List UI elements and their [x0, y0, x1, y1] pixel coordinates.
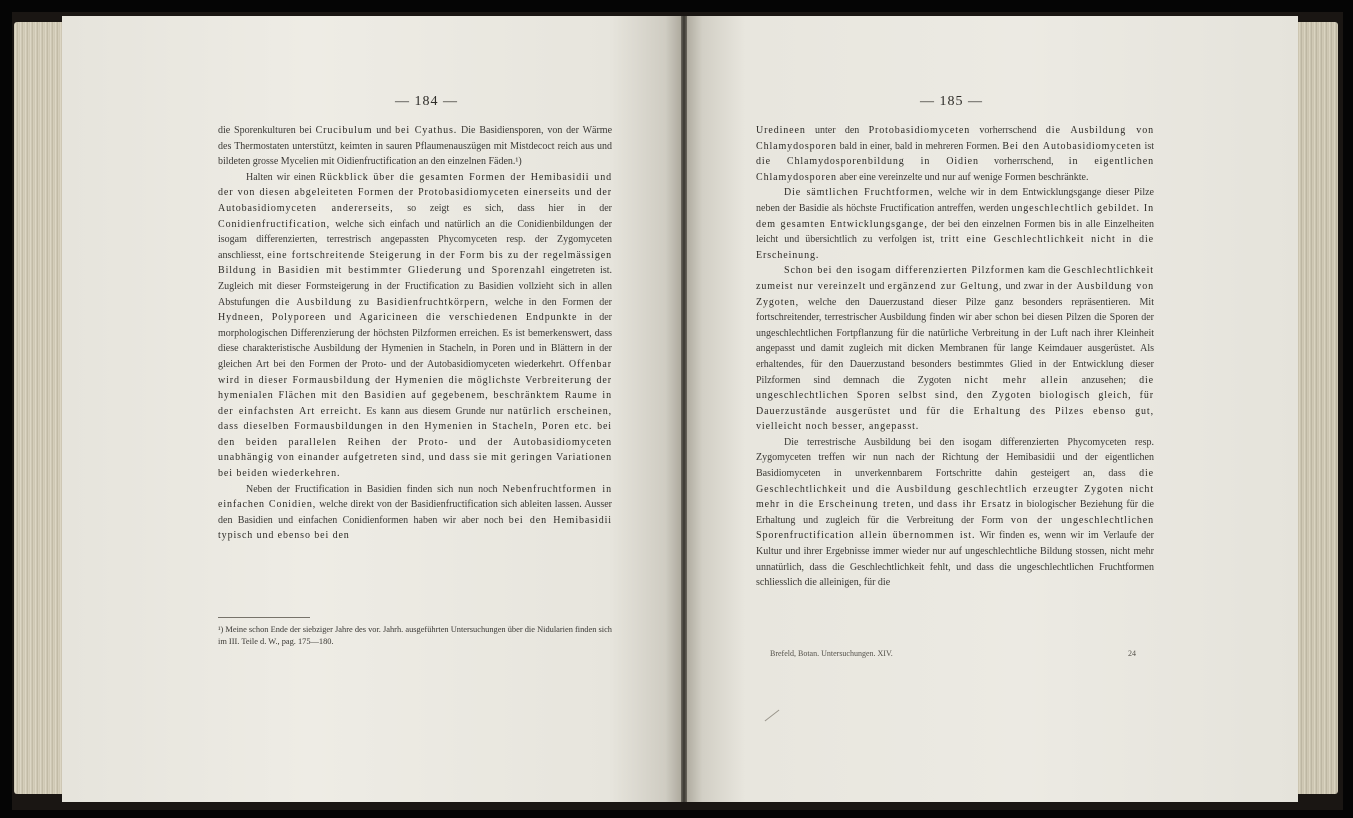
paragraph-text: vorherrschend,	[978, 156, 1069, 168]
paragraph-text: welche direkt von der Basidienfructification sich ableiten lassen. Ausser den Basidien und einfachen Conidienformen haben wir aber noch	[218, 499, 612, 526]
paragraph-text: und	[372, 125, 396, 136]
paragraph-text: Die terrestrische Ausbildung bei den isogam differenzierten Phycomyceten resp. Zygomyceten treffen wir nun nach der Richtung der Hemibasidii und der eigentlichen Basidiomyceten in unverkennbarem Fortschritte dahin gesteigert an, dass	[756, 436, 1154, 480]
paragraph-text: Halten wir einen	[246, 171, 320, 183]
spaced-emphasis-text: die ungeschlechtlichen Sporen selbst sind, den Zygoten biologisch gleich, für Dauerzustände ausgerüstet und für die Erhaltung des Pilzes ebenso gut, vielleicht noch besser, angepasst.	[756, 374, 1154, 433]
paragraph-text: und	[866, 280, 888, 292]
right-page-body	[756, 123, 1154, 591]
paragraph-text: welche wir in dem Entwicklungsgange dieser Pilze neben der Basidie als höchste Fructification antreffen, werden	[756, 187, 1154, 214]
paragraph-text: anzusehen;	[1068, 374, 1140, 386]
left-page-footnote: ¹) Meine schon Ende der siebziger Jahre des vor. Jahrh. ausgeführten Untersuchungen über die Nidularien finden sich im III. Teile d. W., pag. 175—180.	[218, 625, 612, 646]
spaced-emphasis-text: ergänzend zur Geltung,	[887, 280, 1003, 292]
spaced-emphasis-text: Geschlechtlichkeit zumeist nur vereinzelt	[756, 265, 1154, 292]
paragraph-text: in der morphologischen Differenzierung der höchsten Pilzformen erreichen. Es ist bemerkenswert, dass diese charakteristische Ausbildung der Hymenien in Stacheln, in Poren und in Blättern in der gleichen Art bei den Formen der Proto- und der Autobasidiomyceten wiederkehrt.	[218, 312, 612, 370]
paragraph-text: ist	[1141, 140, 1155, 152]
spaced-emphasis-text: der Ausbildung von Zygoten,	[756, 280, 1154, 308]
page-footer-source: Brefeld, Botan. Untersuchungen. XIV.	[770, 649, 893, 658]
spaced-emphasis-text: in eigentlichen Chlamydosporen	[756, 156, 1155, 183]
spaced-emphasis-text: Uredineen	[756, 125, 806, 136]
paragraph	[756, 263, 1154, 435]
paragraph	[218, 170, 612, 482]
paragraph-text: vorherrschend	[970, 125, 1046, 136]
paragraph-text: eingetreten ist. Zugleich mit dieser Formsteigerung in der Fructification zu Basidien vollzieht sich in allen Abstufungen	[218, 265, 613, 308]
paragraph	[218, 482, 612, 544]
spaced-emphasis-text: Crucibulum	[315, 125, 373, 136]
paragraph-text: die Sporenkulturen bei	[218, 125, 316, 136]
paragraph-text: Die Basidiensporen, von der Wärme des Thermostaten unterstützt, keimten in sauren Pflaumenauszügen mit Mistdecoct reich aus und bildeten grosse Mycelien mit Oidienfructification an den einzelnen Fäden.¹)	[218, 125, 613, 168]
paragraph-text: kam die	[1024, 265, 1064, 277]
left-page-body	[218, 123, 612, 544]
paragraph-text: Neben der Fructification in Basidien finden sich nun noch	[246, 483, 503, 495]
page-footer-signature: 24	[1128, 649, 1136, 658]
paragraph-text: und	[914, 499, 938, 511]
paragraph	[756, 185, 1154, 263]
footnote-rule	[218, 617, 310, 618]
spaced-emphasis-text: Bei den Autobasidiomyceten	[1002, 140, 1142, 152]
spaced-emphasis-text: Hydneen, Polyporeen und Agaricineen die verschiedenen Endpunkte	[218, 312, 578, 324]
paragraph-text: in biologischer Beziehung für die Erhaltung und zugleich für die Verbreitung der Form	[756, 499, 1154, 526]
spaced-emphasis-text: natürlich erscheinen, dass dieselben Formausbildungen in den Hymenien in Stacheln, Poren etc. bei den beiden parallelen Reihen der Proto- und der Autobasidiomyceten unabhängig von einander aufgetreten sind, und dass sie mit geringen Variationen bei beiden wiederkehren.	[218, 405, 612, 480]
spaced-emphasis-text: tritt eine Geschlechtlichkeit nicht in die Erscheinung.	[756, 234, 1154, 261]
paragraph	[756, 123, 1154, 185]
paragraph	[756, 435, 1154, 591]
left-page-header: — 184 —	[395, 94, 458, 109]
spaced-emphasis-text: ungeschlechtlich gebildet. In dem gesamten Entwicklungsgange,	[756, 202, 1154, 230]
paragraph-text: bald in einer, bald in mehreren Formen.	[836, 140, 1003, 152]
paragraph	[218, 123, 612, 170]
spaced-emphasis-text: Nebenfruchtformen in einfachen Conidien,	[218, 483, 612, 511]
paragraph-text: welche den Dauerzustand dieser Pilze ganz besonders repräsentieren. Mit fortschreitender, terrestrischer Ausbildung finden wir aber schon bei diesen Pilzen die Sporen der ungeschlechtlichen Fortpflanzung für die natürliche Verbreitung in der Luft nach ihrer Kleinheit angepasst und damit zugleich mit dicken Membranen für lange Keimdauer ausgerüstet. Als erhaltendes, für den Dauerzustand besonders bestimmtes Glied in der Entwicklung dieser Pilzformen sind demnach die Zygoten	[756, 296, 1154, 386]
spaced-emphasis-text: die Ausbildung von Chlamydosporen	[756, 125, 1154, 152]
spaced-emphasis-text: Schon bei den isogam differenzierten Pilzformen	[784, 265, 1025, 277]
paragraph-text: aber eine vereinzelte und nur auf wenige Formen beschränkte.	[836, 171, 1089, 183]
spaced-emphasis-text: von der ungeschlechtlichen Sporenfructification allein übernommen ist.	[756, 514, 1154, 542]
paragraph-text: welche in den Formen der	[488, 296, 612, 308]
spaced-emphasis-text: bei den Hemibasidii typisch und ebenso bei den	[218, 514, 612, 542]
spaced-emphasis-text: die Chlamydosporenbildung in Oidien	[756, 156, 979, 168]
spaced-emphasis-text: Rückblick über die gesamten Formen der Hemibasidii und der von diesen abgeleiteten Formen der Protobasidiomyceten einerseits und der Autobasidiomyceten andererseits,	[218, 171, 613, 214]
paragraph-text: Es kann aus diesem Grunde nur	[361, 405, 508, 417]
spaced-emphasis-text: die Geschlechtlichkeit und die Ausbildung geschlechtlich erzeugter Zygoten nicht mehr in die Erscheinung treten,	[756, 468, 1154, 511]
spaced-emphasis-text: Protobasidiomyceten	[868, 125, 971, 136]
spaced-emphasis-text: Offenbar wird in dieser Formausbildung der Hymenien die möglichste Verbreiterung der hymenialen Flächen mit den Basidien auf gegebenem, beschränktem Raume in der einfachsten Art erreicht.	[218, 358, 612, 417]
paragraph-text: und zwar in	[1002, 280, 1058, 292]
paragraph-text: welche sich einfach und natürlich an die Conidienbildungen der isogam differenzierten, terrestrisch angepassten Phycomyceten resp. der Zygomyceten anschliesst,	[218, 218, 612, 261]
paragraph-text: der bei den einzelnen Formen bis in alle Einzelheiten leicht und übersichtlich zu verfolgen ist,	[756, 218, 1154, 246]
book-gutter	[681, 16, 687, 802]
spaced-emphasis-text: dass ihr Ersatz	[937, 499, 1012, 511]
spaced-emphasis-text: Die sämtlichen Fruchtformen,	[784, 187, 934, 199]
spaced-emphasis-text: bei Cyathus.	[395, 125, 458, 136]
paragraph-text: so zeigt es sich, dass hier in der	[393, 202, 612, 214]
paragraph-text: unter den	[805, 125, 869, 136]
spaced-emphasis-text: die Ausbildung zu Basidienfruchtkörpern,	[275, 296, 489, 308]
spaced-emphasis-text: Conidienfructification,	[218, 218, 331, 230]
paragraph-text: Wir finden es, wenn wir im Verlaufe der Kultur und ihrer Ergebnisse immer wieder nur auf ungeschlechtliche Bildung stossen, nicht mehr unnatürlich, dass die Geschlechtlichkeit fehlt, und dass die ungeschlechtlichen Fruchtformen schliesslich die alleinigen, für die	[756, 530, 1154, 589]
right-page-header: — 185 —	[920, 94, 983, 109]
spaced-emphasis-text: eine fortschreitende Steigerung in der Form bis zu der regelmässigen Bildung in Basidien mit bestimmter Gliederung und Sporenzahl	[218, 249, 612, 277]
spaced-emphasis-text: nicht mehr allein	[964, 374, 1069, 386]
